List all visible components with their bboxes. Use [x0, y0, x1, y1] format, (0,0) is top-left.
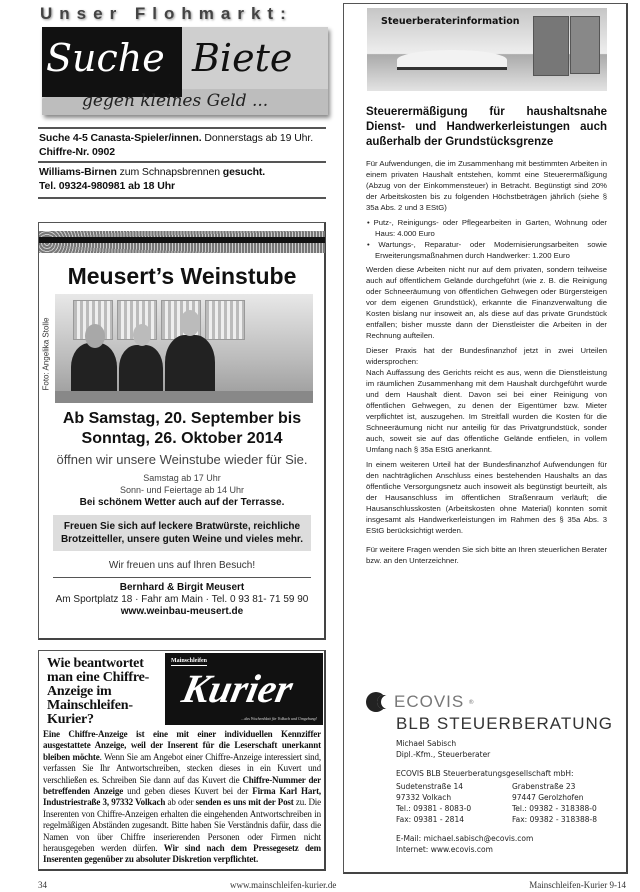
- logo-tagline: ...das Wochenblatt für Volkach und Umgebung!: [241, 716, 317, 721]
- fax: Fax: 09381 - 2814: [396, 815, 464, 824]
- weinstube-details: [39, 409, 325, 624]
- fax: Fax: 09382 - 318388-8: [512, 815, 598, 824]
- chiffre-question: Wie beantwortet man eine Chiffre-Anzeige im Mainschleifen-Kurier?: [47, 656, 150, 727]
- body-segment: Eine Chiffre-Anzeige ist eine mit einer individuellen Kennziffer ausgestattete Anzeige, weil der Inserent für die Leserschaft unerkannt bleiben möchte: [43, 729, 321, 762]
- article-body: [366, 158, 607, 566]
- open-book: [397, 50, 507, 70]
- saturday-hours: Samstag ab 17 Uhr: [143, 473, 221, 483]
- ecovis-logo-icon: [366, 692, 390, 712]
- photo-credit: Foto: Angelika Stolle: [41, 317, 51, 391]
- body-segment: und geben dieses Kuvert bei der: [123, 786, 253, 797]
- office-gerolzhofen: [512, 781, 628, 825]
- owner-names: Bernhard & Birgit Meusert: [119, 582, 245, 593]
- biete-label: Biete: [192, 36, 293, 80]
- divider: [38, 197, 326, 199]
- suche-label: Suche: [46, 36, 165, 80]
- paragraph: Werden diese Arbeiten nicht nur auf dem privaten, sondern teilweise auch auf öffentlichem Gelände durchgeführt (wie z. B. die Reinigung oder Schneeräumung von öffentlichen Gehwegen oder Bürgersteigen vor dem eigenen Grundstück), erkannte die Finanzverwaltung die Kosten bislang nur insoweit an, als diese auf das private Grundstück entfallen; bisher musste dann der Dienstleister die Arbeiten in der Rechnung aufteilen.: [366, 265, 607, 340]
- highlight-box: [53, 515, 311, 551]
- person-name: Michael Sabisch: [396, 739, 457, 748]
- classified-ad: [39, 165, 327, 193]
- ad-phone: Tel. 09324-980981 ab 18 Uhr: [39, 180, 176, 192]
- divider: [38, 127, 326, 129]
- paragraph: In einem weiteren Urteil hat der Bundesfinanzhof Aufwendungen für den nachträglichen Anschluss eines bestehenden Haushalts an das öffentliche Versorgungsnetz auch insoweit als begünstigt beurteilt, als der Hausanschluss im öffentlichen Straßenraum verläuft; die Hausanschlusskosten (Arbeitskosten ohne Material) konnten somit insgesamt als Handwerkerleistungen im Rahmen des § 35a Abs. 3 EStG berücksichtigt werden.: [366, 460, 607, 535]
- logo-small-text: Mainschleifen: [171, 658, 207, 664]
- address: Am Sportplatz 18 · Fahr am Main · Tel. 0 93 81- 71 59 90: [55, 594, 309, 605]
- ad-chiffre: Chiffre-Nr. 0902: [39, 146, 116, 158]
- person-head: [133, 324, 151, 346]
- bullet-item: • Putz-, Reinigungs- oder Pflegearbeiten in Garten, Wohnung oder Haus: 4.000 Euro: [366, 217, 607, 239]
- paragraph: Nach Auffassung des Gerichts reicht es aus, wenn die Dienstleistung im räumlichen Zusammenhang mit dem Haushalt durchgeführt wurde und dem Haushalt dient. Davon sei bei einer Reinigung von öffentlichen Gehwegen, zu denen der Eigentümer bzw. Mieter verpflichtet ist, auszugehen. Im Streitfall wurden die Kosten für die Schneeräumung nicht nur anteilig für das Privatgrundstück, sonder auch, soweit sie auf das öffentliche Gelände entfielen, in vollem Umfang nach § 35a EStG anerkannt.: [366, 368, 607, 454]
- article-content: [366, 105, 607, 570]
- footer-issue: Mainschleifen-Kurier 9-14: [529, 880, 626, 890]
- chiffre-header: [39, 651, 324, 727]
- website: www.weinbau-meusert.de: [120, 606, 244, 617]
- office-columns: [396, 781, 628, 825]
- terrace-note: Bei schönem Wetter auch auf der Terrasse.: [79, 497, 285, 508]
- open-text: öffnen wir unsere Weinstube wieder für Sie.: [56, 452, 308, 467]
- ecovis-signature: [366, 692, 628, 855]
- banner-subtitle: gegen kleines Geld ...: [82, 91, 269, 111]
- article-headline: Steuerermäßigung für haushaltsnahe Dienst- und Handwerkerleistungen auch außerhalb der Grundstücksgrenze: [366, 106, 607, 148]
- weinstube-photo: [55, 294, 313, 403]
- books-image: [367, 8, 607, 91]
- date-line: Sonntag, 26. Oktober 2014: [81, 430, 283, 447]
- event-dates: [39, 409, 325, 449]
- book: [570, 16, 600, 74]
- body-segment: senden es uns mit der Post: [195, 797, 294, 808]
- sunday-hours: Sonn- und Feiertage ab 14 Uhr: [119, 485, 245, 495]
- divider: [53, 577, 311, 578]
- bullet-list: [366, 217, 607, 261]
- bar-counter: [55, 391, 313, 403]
- city: 97447 Gerolzhofen: [512, 793, 584, 802]
- flohmarkt-title: Unser Flohmarkt:: [40, 4, 293, 23]
- phone: Tel.: 09382 - 318388-0: [512, 804, 597, 813]
- phone: Tel.: 09381 - 8083-0: [396, 804, 472, 813]
- divider: [38, 161, 326, 163]
- page-number: 34: [38, 880, 47, 890]
- person-head: [180, 310, 200, 336]
- chiffre-body: [43, 729, 321, 866]
- body-segment: zu. Die Inserenten von Chiffre-Anzeigen erhalten die eingehenden Antwortschreiben in regelmäßigen Abständen zugesandt. Bitte haben Sie Verständnis dafür, dass die Namen von über Chiffre inserierenden Personen oder Firmen nicht herausgegeben werden dürfen.: [43, 797, 321, 854]
- ecovis-logo: [366, 692, 628, 712]
- firm-name: BLB STEUERBERATUNG: [396, 714, 614, 733]
- body-segment: ab oder: [165, 797, 196, 808]
- ad-text: Donnerstags ab 19 Uhr.: [201, 132, 314, 144]
- logo-main-text: Kurier: [178, 666, 297, 711]
- date-line: Ab Samstag, 20. September bis: [62, 410, 302, 427]
- person-role: Dipl.-Kfm., Steuerberater: [396, 750, 491, 759]
- ad-bold: Suche 4-5 Canasta-Spieler/innen.: [39, 132, 202, 144]
- ad-bold2: gesucht.: [222, 166, 266, 178]
- website[interactable]: Internet: www.ecovis.com: [396, 845, 493, 854]
- company-name: ECOVIS BLB Steuerberatungsgesellschaft mbH:: [396, 769, 574, 778]
- body-segment: . Wenn Sie am Angebot einer Chiffre-Anzeige interessiert sind, verfassen Sie Ihr Antwortschreiben, stecken dieses in ein Kuvert und verschließen es. Schreiben Sie dann auf das Kuvert die: [43, 751, 321, 785]
- highlight-line: Freuen Sie sich auf leckere Bratwürste, reichliche: [63, 521, 301, 532]
- kurier-logo: [165, 653, 323, 725]
- body-segment: Wir sind nach dem Pressegesetz dem Inserenten gegenüber zu absoluter Diskretion verpflichtet.: [43, 843, 321, 865]
- ad-text: zum Schnapsbrennen: [116, 166, 223, 178]
- body-segment: Firma Karl Hart, Industriestraße 3, 97332 Volkach: [43, 786, 322, 808]
- person-head: [85, 324, 105, 348]
- shelf: [205, 300, 245, 340]
- registered-mark: ®: [468, 698, 475, 706]
- image-label: Steuerberaterinformation: [381, 16, 520, 27]
- ad-bold: Williams-Birnen: [39, 166, 117, 178]
- bullet-item: • Wartungs-, Reparatur- oder Modernisierungsarbeiten sowie Erweiterungsmaßnahmen durch Handwerker: 1.200 Euro: [366, 239, 607, 261]
- weinstube-title: Meusert’s Weinstube: [67, 263, 297, 289]
- ecovis-brand: ECOVIS: [394, 692, 465, 711]
- flohmarkt-banner: [42, 27, 328, 115]
- grape-border-decoration: [39, 231, 325, 253]
- paragraph: Für Aufwendungen, die im Zusammenhang mit bestimmten Arbeiten in einem privaten Haushalt entstehen, kommt eine Steuerermäßigung (Abzug von der Einkommensteuer) in Betracht. Begünstigt sind 20% der Arbeitskosten bis zu folgenden Höchstbeträgen jährlich (siehe § 35a Abs. 2 und 3 EStG): [366, 159, 607, 212]
- paragraph: Dieser Praxis hat der Bundesfinanzhof jetzt in zwei Urteilen widersprochen:: [366, 346, 607, 366]
- paragraph: Für weitere Fragen wenden Sie sich bitte an Ihren steuerlichen Berater bzw. an den Unterzeichner.: [366, 545, 608, 565]
- book: [533, 16, 569, 76]
- city: 97332 Volkach: [396, 793, 452, 802]
- tax-advisor-article: [343, 3, 628, 874]
- body-segment: Chiffre-Nummer der betreffenden Anzeige: [43, 774, 321, 797]
- street: Sudetenstraße 14: [396, 782, 463, 791]
- classified-ad: [39, 131, 327, 159]
- email[interactable]: E-Mail: michael.sabisch@ecovis.com: [396, 834, 534, 843]
- highlight-line: Brotzeitteller, unsere guten Weine und vieles mehr.: [60, 534, 304, 545]
- footer-url: www.mainschleifen-kurier.de: [230, 880, 337, 890]
- chiffre-info-box: [38, 650, 326, 871]
- office-volkach: [396, 781, 512, 825]
- visit-text: Wir freuen uns auf Ihren Besuch!: [108, 560, 256, 571]
- street: Grabenstraße 23: [512, 782, 576, 791]
- weinstube-ad: [38, 222, 326, 640]
